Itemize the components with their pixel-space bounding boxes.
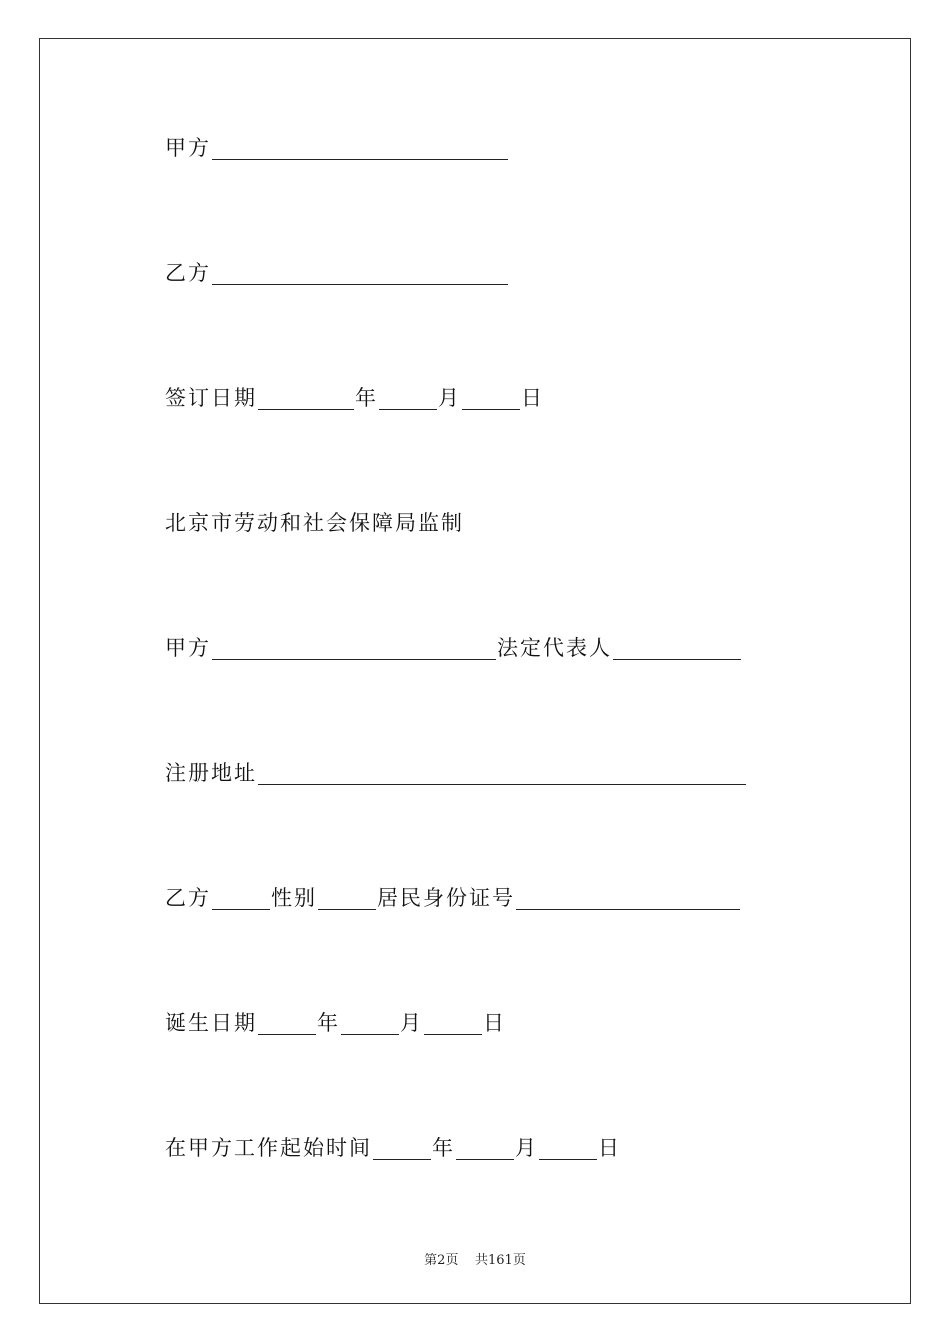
total-suffix: 页 xyxy=(512,1253,526,1268)
birth-year-field[interactable] xyxy=(258,1012,316,1035)
party-a-label: 甲方 xyxy=(165,136,211,160)
sign-month-label: 月 xyxy=(438,386,461,410)
birth-day-field[interactable] xyxy=(424,1012,482,1035)
sign-date-label: 签订日期 xyxy=(165,386,257,410)
party-b-label: 乙方 xyxy=(165,261,211,285)
employer-field[interactable] xyxy=(212,637,496,660)
party-b-field[interactable] xyxy=(212,262,508,285)
legal-rep-label: 法定代表人 xyxy=(497,636,612,660)
gender-label: 性别 xyxy=(271,886,317,910)
employee-label: 乙方 xyxy=(165,886,211,910)
start-work-label: 在甲方工作起始时间 xyxy=(165,1136,372,1160)
id-number-field[interactable] xyxy=(516,887,740,910)
birth-date-label: 诞生日期 xyxy=(165,1011,257,1035)
reg-address-field[interactable] xyxy=(258,762,746,785)
party-a-field[interactable] xyxy=(212,137,508,160)
employer-line xyxy=(165,630,742,660)
legal-rep-field[interactable] xyxy=(613,637,741,660)
start-year-field[interactable] xyxy=(373,1137,431,1160)
start-month-label: 月 xyxy=(515,1136,538,1160)
start-year-label: 年 xyxy=(432,1136,455,1160)
birth-month-label: 月 xyxy=(400,1011,423,1035)
employer-label: 甲方 xyxy=(165,636,211,660)
party-a-line xyxy=(165,130,509,160)
start-month-field[interactable] xyxy=(456,1137,514,1160)
employee-field[interactable] xyxy=(212,887,270,910)
party-b-line xyxy=(165,255,509,285)
sign-month-field[interactable] xyxy=(379,387,437,410)
page-footer xyxy=(0,1249,950,1268)
supervisor-line xyxy=(165,505,464,535)
start-work-line xyxy=(165,1130,621,1160)
id-number-label: 居民身份证号 xyxy=(377,886,515,910)
sign-day-label: 日 xyxy=(521,386,544,410)
birth-date-line xyxy=(165,1005,506,1035)
page-number: 2 xyxy=(437,1253,446,1268)
total-prefix: 共 xyxy=(474,1253,488,1268)
sign-year-field[interactable] xyxy=(258,387,354,410)
employee-line xyxy=(165,880,741,910)
birth-day-label: 日 xyxy=(483,1011,506,1035)
gender-field[interactable] xyxy=(318,887,376,910)
sign-date-line xyxy=(165,380,544,410)
start-day-field[interactable] xyxy=(539,1137,597,1160)
reg-address-label: 注册地址 xyxy=(165,761,257,785)
page-prefix: 第 xyxy=(424,1253,438,1268)
supervisor-text: 北京市劳动和社会保障局监制 xyxy=(165,511,464,535)
page-border xyxy=(39,38,911,1304)
page-suffix: 页 xyxy=(445,1253,459,1268)
birth-year-label: 年 xyxy=(317,1011,340,1035)
reg-address-line xyxy=(165,755,747,785)
sign-year-label: 年 xyxy=(355,386,378,410)
birth-month-field[interactable] xyxy=(341,1012,399,1035)
start-day-label: 日 xyxy=(598,1136,621,1160)
sign-day-field[interactable] xyxy=(462,387,520,410)
total-pages: 161 xyxy=(488,1253,513,1268)
